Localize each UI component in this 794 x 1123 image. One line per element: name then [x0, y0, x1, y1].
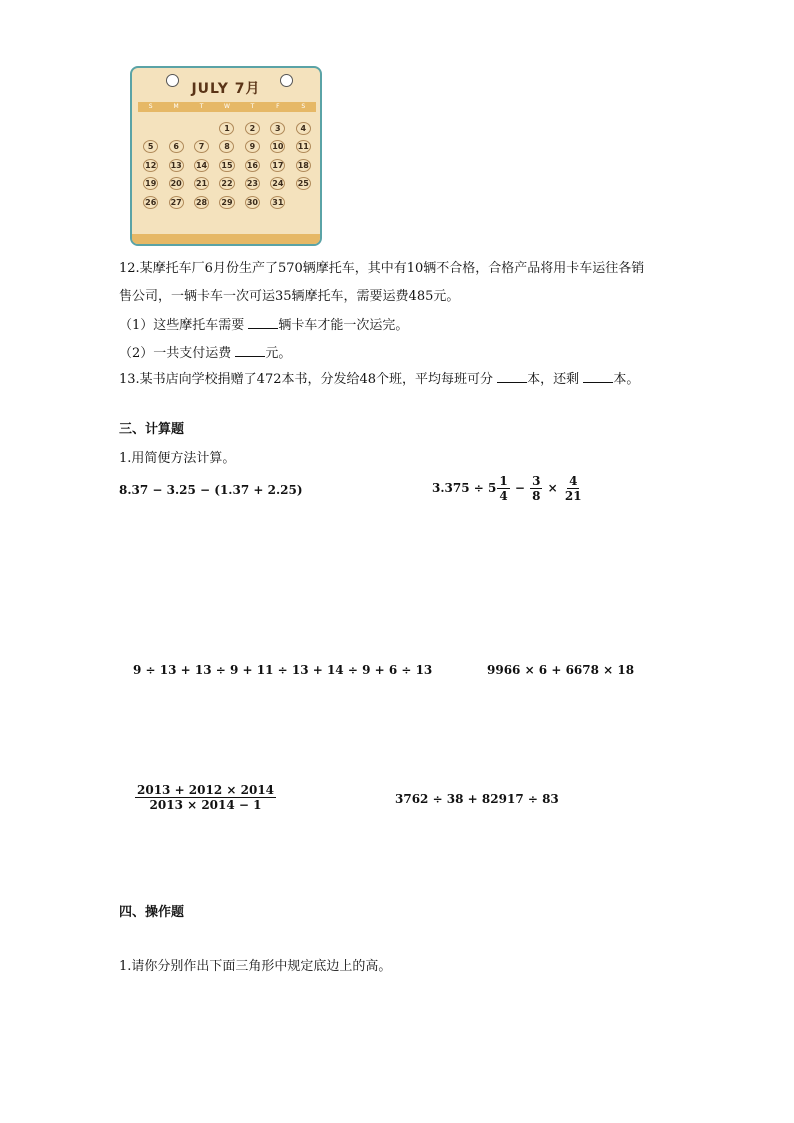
day-number: 27: [170, 197, 182, 207]
day-number: 16: [246, 160, 258, 170]
day-number: 4: [296, 122, 311, 135]
calendar-footer: [132, 234, 320, 244]
section3-title: 三、计算题: [119, 422, 185, 437]
weekday-label: S: [301, 103, 306, 110]
q13-text-after: 本。: [613, 372, 640, 387]
calendar-day: [240, 138, 265, 157]
day-number: 22: [221, 179, 233, 189]
calendar-day: [138, 156, 163, 175]
day-number: 20: [170, 179, 182, 189]
day-number: 21: [195, 179, 208, 189]
expr-2: [432, 474, 585, 503]
calendar-day: [265, 193, 290, 212]
expr-6: 3762 ÷ 38 + 82917 ÷ 83: [395, 792, 559, 806]
calendar-day: [214, 156, 239, 175]
weekday-label: T: [199, 103, 204, 110]
july-calendar-image: [130, 66, 322, 246]
fraction: [563, 474, 584, 503]
day-number: 12: [145, 160, 157, 170]
day-number: 2: [245, 122, 260, 135]
day-number: 7: [194, 140, 209, 153]
section3-q1: 1.用简便方法计算。: [119, 451, 236, 466]
fraction-den: 21: [564, 489, 582, 503]
calendar-title: JULY 7月: [191, 81, 261, 97]
calendar-day: [291, 175, 316, 194]
expr-5: [134, 783, 277, 812]
day-number: 23: [246, 179, 258, 189]
day-number: 26: [145, 197, 157, 207]
day-number: 29: [221, 197, 233, 207]
day-number: 11: [297, 142, 309, 152]
fraction: [530, 474, 542, 503]
expr-4: 9966 × 6 + 6678 × 18: [487, 663, 635, 677]
q13: [119, 370, 639, 389]
day-number: 8: [219, 140, 234, 153]
calendar-day: [189, 193, 214, 212]
q12-sub1: [119, 316, 408, 335]
calendar-day: [138, 193, 163, 212]
weekday-label: W: [224, 103, 230, 110]
day-number: 10: [272, 142, 284, 152]
calendar-days: [138, 119, 316, 212]
weekday-label: F: [276, 103, 280, 110]
calendar-day: [138, 119, 163, 138]
day-number: 9: [245, 140, 260, 153]
day-number: 28: [195, 197, 208, 207]
q12-line2: 售公司，一辆卡车一次可运35辆摩托车，需要运费485元。: [119, 289, 460, 304]
calendar-day: [189, 175, 214, 194]
calendar-day: [214, 138, 239, 157]
day-number: 15: [221, 160, 233, 170]
calendar-day: [240, 193, 265, 212]
day-number: 1: [219, 122, 234, 135]
answer-blank[interactable]: [583, 370, 613, 383]
calendar-day: [189, 156, 214, 175]
q12-sub1-text-after: 辆卡车才能一次运完。: [278, 318, 409, 333]
calendar-day: [138, 138, 163, 157]
fraction-num: 4: [569, 474, 578, 488]
day-number: 17: [272, 160, 284, 170]
calendar-day: [214, 193, 239, 212]
fraction-num: 3: [532, 474, 541, 488]
calendar-day: [138, 175, 163, 194]
calendar-day: [163, 193, 188, 212]
fraction: [497, 474, 509, 503]
calendar-day: [163, 138, 188, 157]
calendar-day: [163, 156, 188, 175]
day-number: 31: [272, 197, 284, 207]
fraction-den: 4: [499, 489, 508, 503]
day-number: 5: [143, 140, 158, 153]
calendar-day: [189, 138, 214, 157]
q13-text: 13.某书店向学校捐赠了472本书，分发给48个班，平均每班可分: [119, 372, 498, 387]
q12-sub2-text-after: 元。: [265, 346, 292, 361]
fraction-den: 8: [532, 489, 541, 503]
calendar-day: [265, 175, 290, 194]
fraction-num: 2013 + 2012 × 2014: [137, 783, 275, 797]
fraction: [135, 783, 276, 812]
fraction-den: 2013 × 2014 − 1: [149, 798, 262, 812]
section4-title: 四、操作题: [119, 905, 185, 920]
calendar-day: [265, 156, 290, 175]
q13-text-middle: 本，还剩: [527, 372, 584, 387]
calendar-day: [265, 119, 290, 138]
day-number: 6: [169, 140, 184, 153]
answer-blank[interactable]: [235, 344, 265, 357]
calendar-day: [240, 156, 265, 175]
calendar-day: [163, 175, 188, 194]
fraction-num: 1: [499, 474, 508, 488]
calendar-day: [291, 156, 316, 175]
q12-sub2: [119, 344, 291, 363]
day-number: 25: [297, 179, 309, 189]
day-number: 3: [270, 122, 285, 135]
q12-sub2-text: （2）一共支付运费: [119, 346, 236, 361]
q12-line1: 12.某摩托车厂6月份生产了570辆摩托车，其中有10辆不合格，合格产品将用卡车运往各销: [119, 261, 645, 276]
calendar-weekdays: [138, 102, 316, 112]
day-number: 24: [272, 179, 284, 189]
expr2-part-a: 3.375 ÷ 5: [432, 481, 497, 495]
calendar-day: [265, 138, 290, 157]
section4-q1: 1.请你分别作出下面三角形中规定底边上的高。: [119, 959, 392, 974]
calendar-day: [214, 175, 239, 194]
day-number: 18: [297, 160, 309, 170]
calendar-day: [240, 175, 265, 194]
weekday-label: T: [250, 103, 255, 110]
weekday-label: M: [173, 103, 179, 110]
weekday-label: S: [148, 103, 153, 110]
calendar-day: [163, 119, 188, 138]
q12-sub1-text: （1）这些摩托车需要: [119, 318, 249, 333]
calendar-day: [291, 119, 316, 138]
expr-3: 9 ÷ 13 + 13 ÷ 9 + 11 ÷ 13 + 14 ÷ 9 + 6 ÷ 13: [133, 663, 433, 677]
calendar-day: [189, 119, 214, 138]
day-number: 13: [170, 160, 182, 170]
day-number: 19: [145, 179, 157, 189]
answer-blank[interactable]: [248, 316, 278, 329]
expr2-part-c: ×: [543, 481, 562, 495]
calendar-day: [240, 119, 265, 138]
day-number: 30: [246, 197, 258, 207]
expr2-part-b: −: [510, 481, 530, 495]
calendar-day: [291, 138, 316, 157]
expr-1: 8.37 − 3.25 − (1.37 + 2.25): [119, 483, 303, 497]
answer-blank[interactable]: [497, 370, 527, 383]
calendar-day: [214, 119, 239, 138]
day-number: 14: [195, 160, 208, 170]
